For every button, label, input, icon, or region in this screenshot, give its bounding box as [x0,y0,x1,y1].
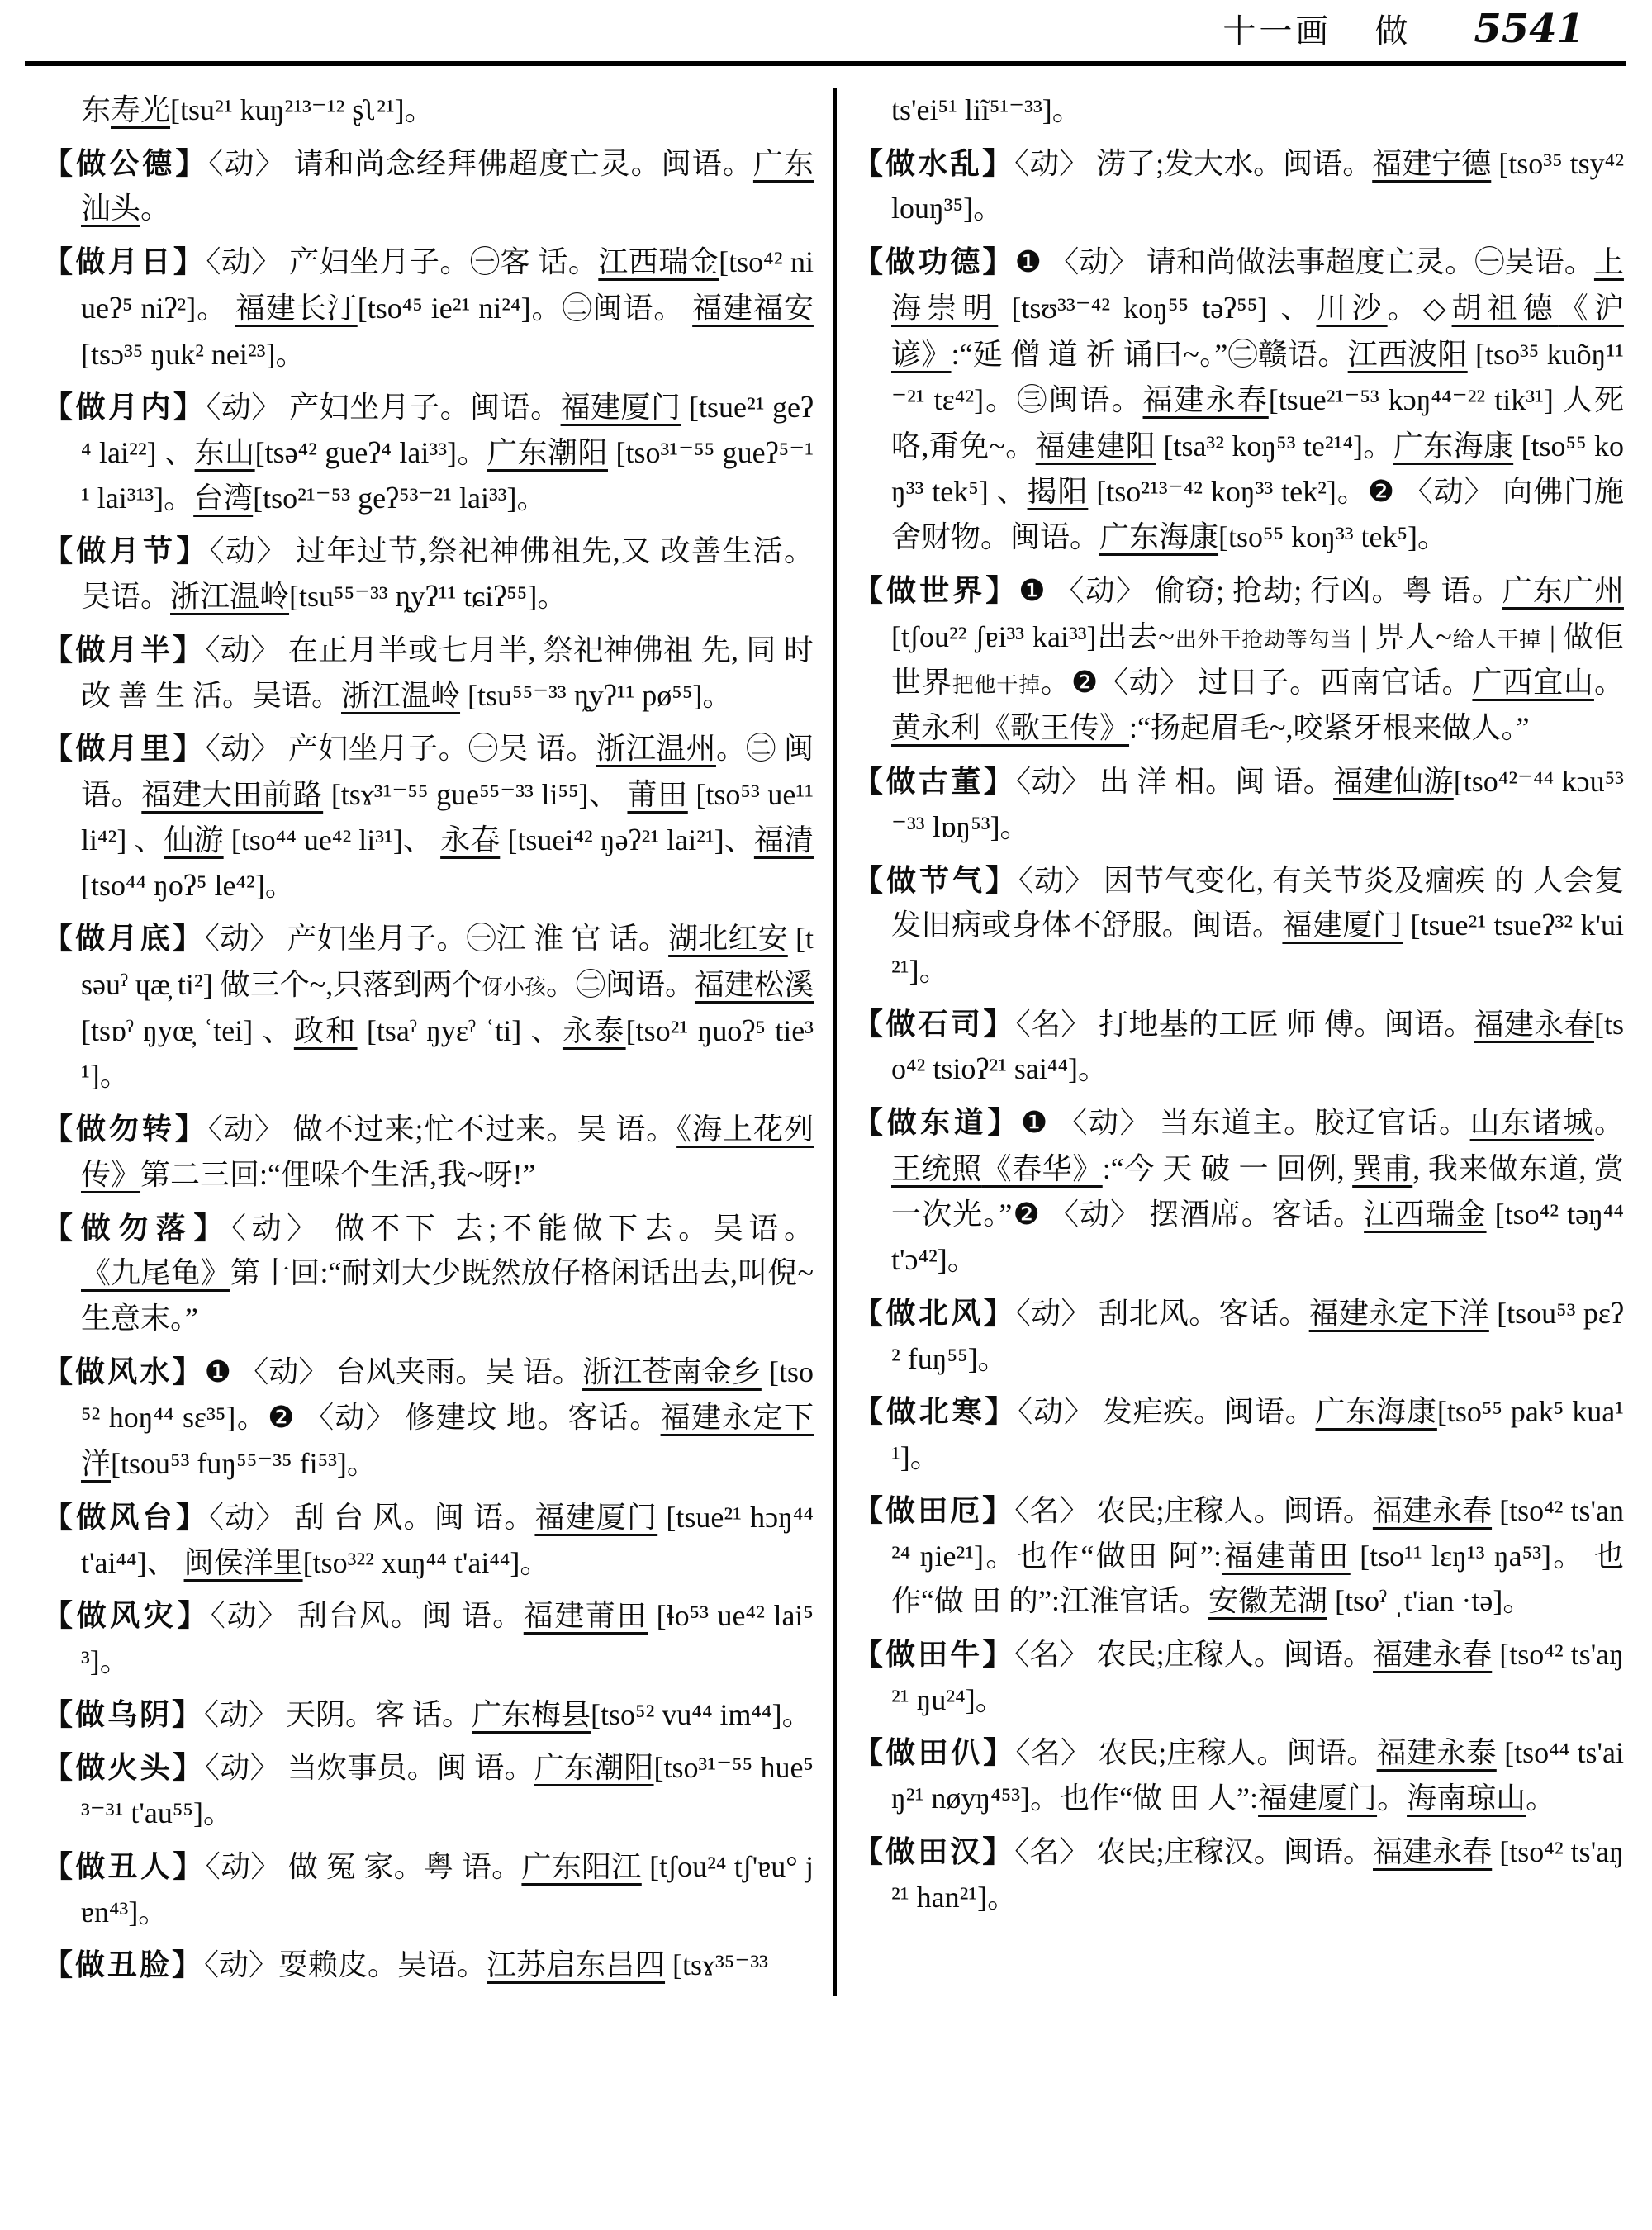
dictionary-entry: 【做田牛】〈名〉 农民;庄稼人。闽语。福建永春 [tso⁴² ts'aŋ²¹ ŋu²⁴]。 [853,1638,1624,1716]
dictionary-entry: 【做东道】❶ 〈动〉 当东道主。胶辽官话。山东诸城。 王统照《春华》:“今 天 破 一 回例, 巽甫, 我来做东道, 赏一次光。”❷ 〈动〉 摆酒席。客话。江西瑞金 [tso⁴² təŋ⁴⁴ t'ɔ⁴²]。 [853,1106,1624,1277]
radical-section-label: 十一画 [1222,12,1332,50]
dictionary-entry: 【做月半】〈动〉 在正月半或七月半, 祭祀神佛祖 先, 同 时 改 善 生 活。吴语。浙江温岭 [tsu⁵⁵⁻³³ ȵyʔ¹¹ pø⁵⁵]。 [43,633,814,712]
dictionary-entry: 【做公德】〈动〉 请和尚念经拜佛超度亡灵。闽语。广东汕头。 [43,146,814,225]
entry-continuation: ts'ei⁵¹ liĩ⁵¹⁻³³]。 [891,93,1082,126]
column-right [853,88,1624,1996]
dictionary-entry: 【做古董】〈动〉 出 洋 相。闽 语。福建仙游[tso⁴²⁻⁴⁴ kɔu⁵³⁻³³ lɒŋ⁵³]。 [853,765,1624,843]
dictionary-entry: 【做月底】〈动〉 产妇坐月子。㊀江 淮 官 话。湖北红安 [tsəuˀ ɥæ̦ ti²] 做三个~,只落到两个伢小孩。㊁闽语。福建松溪 [tsɒˀ ŋyœ̦ ʿtei] 、政和 [tsaˀ ŋyɛˀ ʿti] 、永泰[tso²¹ ŋuoʔ⁵ tie³¹]。 [43,922,814,1093]
dictionary-entry: 【做北寒】〈动〉 发疟疾。闽语。广东海康[tso⁵⁵ pak⁵ kua¹¹]。 [853,1395,1624,1474]
dictionary-entry: 【做风台】〈动〉 刮 台 风。闽 语。福建厦门 [tsue²¹ hɔŋ⁴⁴ t'ai⁴⁴]、 闽侯洋里[tso³²² xuŋ⁴⁴ t'ai⁴⁴]。 [43,1500,814,1579]
dictionary-entry: 【做世界】❶ 〈动〉 偷窃; 抢劫; 行凶。粤 语。广东广州 [tʃou²² ʃɐi³³ kai³³]出去~出外干抢劫等勾当 | 畀人~给人干掉 | 做佢世界把他干掉。❷〈动〉 过日子。西南官话。广西宜山。黄永利《歌王传》:“扬起眉毛~,咬紧牙根来做人。” [853,574,1624,745]
column-divider [833,88,837,1996]
dictionary-entry: 【做丑人】〈动〉 做 冤 家。粤 语。广东阳江 [tʃou²⁴ tʃ'ɐu° jɐn⁴³]。 [43,1849,814,1929]
dictionary-entry: 【做勿落】〈动〉 做不下 去;不能做下去。吴语。《九尾龟》第十回:“耐刘大少既然放仔格闲话出去,叫倪~生意末。” [43,1211,814,1335]
dictionary-entry: 【做丑脸】〈动〉耍赖皮。吴语。江苏启东吕四 [tsɤ³⁵⁻³³ [43,1948,768,1982]
dictionary-entry: 【做功德】❶ 〈动〉 请和尚做法事超度亡灵。㊀吴语。上海崇明 [tsʊ³³⁻⁴² koŋ⁵⁵ təʔ⁵⁵] 、川沙。◇胡祖德《沪谚》:“延 僧 道 祈 诵曰~。”㊁赣语。江西波阳 [tso³⁵ kuõŋ¹¹⁻²¹ tɛ⁴²]。㊂闽语。福建永春[tsue²¹⁻⁵³ kɔŋ⁴⁴⁻²² tik³¹] 人死咯,甭免~。福建建阳 [tsa³² koŋ⁵³ te²¹⁴]。广东海康 [tso⁵⁵ koŋ³³ tek⁵] 、揭阳 [tso²¹³⁻⁴² koŋ³³ tek²]。❷ 〈动〉 向佛门施舍财物。闽语。广东海康[tso⁵⁵ koŋ³³ tek⁵]。 [853,245,1624,554]
dictionary-entry: 【做火头】〈动〉 当炊事员。闽 语。广东潮阳[tso³¹⁻⁵⁵ hue⁵³⁻³¹ t'au⁵⁵]。 [43,1751,814,1830]
page-number: 5541 [1474,6,1584,52]
dictionary-entry: 【做风水】❶ 〈动〉 台风夹雨。吴 语。浙江苍南金乡 [tso⁵² hoŋ⁴⁴ sɛ³⁵]。❷ 〈动〉 修建坟 地。客话。福建永定下洋[tsou⁵³ fuŋ⁵⁵⁻³⁵ fi⁵³]。 [43,1355,814,1481]
dictionary-entry: 【做风灾】〈动〉 刮台风。闽 语。福建莆田 [ɬo⁵³ ue⁴² lai⁵³]。 [43,1599,814,1677]
dictionary-entry: 【做水乱】〈动〉 涝了;发大水。闽语。福建宁德 [tso³⁵ tsy⁴² louŋ³⁵]。 [853,146,1624,225]
section-headword: 做 [1374,12,1410,50]
header-cluster [1222,5,1584,52]
dictionary-entry: 【做月内】〈动〉 产妇坐月子。闽语。福建厦门 [tsue²¹ geʔ⁴ lai²²] 、东山[tsə⁴² gueʔ⁴ lai³³]。广东潮阳 [tso³¹⁻⁵⁵ gueʔ⁵⁻¹¹ lai³¹³]。台湾[tso²¹⁻⁵³ geʔ⁵³⁻²¹ lai³³]。 [43,391,814,515]
text-columns [0,66,1652,1996]
dictionary-entry: 【做田厄】〈名〉 农民;庄稼人。闽语。福建永春 [tso⁴² ts'an²⁴ ŋie²¹]。也作“做田 阿”:福建莆田 [tso¹¹ lɛŋ¹³ ŋa⁵³]。 也 作“做 田 的”:江淮官话。安徽芜湖 [tsoˀ ˌt'ian ·tə]。 [853,1493,1624,1618]
dictionary-entry: 【做月里】〈动〉 产妇坐月子。㊀吴 语。浙江温州。㊁ 闽语。福建大田前路 [tsɤ³¹⁻⁵⁵ gue⁵⁵⁻³³ li⁵⁵]、 莆田 [tso⁵³ ue¹¹ li⁴²] 、仙游 [tso⁴⁴ ue⁴² li³¹]、 永春 [tsuei⁴² ŋəʔ²¹ lai²¹]、福清[tso⁴⁴ ŋoʔ⁵ le⁴²]。 [43,732,814,902]
column-left [43,88,814,1996]
dictionary-entry: 【做节气】〈动〉 因节气变化, 有关节炎及痼疾 的 人会复发旧病或身体不舒服。闽语。福建厦门 [tsue²¹ tsueʔ³² k'ui²¹]。 [853,863,1624,987]
dictionary-entry: 【做月日】〈动〉 产妇坐月子。㊀客 话。江西瑞金[tso⁴² niueʔ⁵ niʔ²]。 福建长汀[tso⁴⁵ ie²¹ ni²⁴]。㊁闽语。 福建福安[tsɔ³⁵ ŋuk² nei²³]。 [43,245,814,371]
dictionary-entry: 【做田汉】〈名〉 农民;庄稼汉。闽语。福建永春 [tso⁴² ts'aŋ²¹ han²¹]。 [853,1834,1624,1914]
dictionary-entry: 【做石司】〈名〉 打地基的工匠 师 傅。闽语。福建永春[tso⁴² tsioʔ²¹ sai⁴⁴]。 [853,1007,1624,1086]
page-header [0,0,1652,58]
dictionary-entry: 【做乌阴】〈动〉 天阴。客 话。广东梅县[tso⁵² vu⁴⁴ im⁴⁴]。 [43,1697,812,1731]
entry-continuation: 东寿光[tsu²¹ kuŋ²¹³⁻¹² ʂʅ²¹]。 [81,93,434,126]
dictionary-entry: 【做勿转】〈动〉 做不过来;忙不过来。吴 语。《海上花列传》第二三回:“俚哚个生活,我~呀!” [43,1113,814,1191]
dictionary-entry: 【做月节】〈动〉 过年过节,祭祀神佛祖先,又 改善生活。吴语。浙江温岭[tsu⁵⁵⁻³³ ȵyʔ¹¹ tɕiʔ⁵⁵]。 [43,534,814,614]
dictionary-entry: 【做北风】〈动〉 刮北风。客话。福建永定下洋 [tsou⁵³ pɛʔ² fuŋ⁵⁵]。 [853,1296,1624,1375]
dictionary-entry: 【做田仈】〈名〉 农民;庄稼人。闽语。福建永泰 [tso⁴⁴ ts'aiŋ²¹ nøyŋ⁴⁵³]。也作“做 田 人”:福建厦门。海南琼山。 [853,1736,1624,1815]
